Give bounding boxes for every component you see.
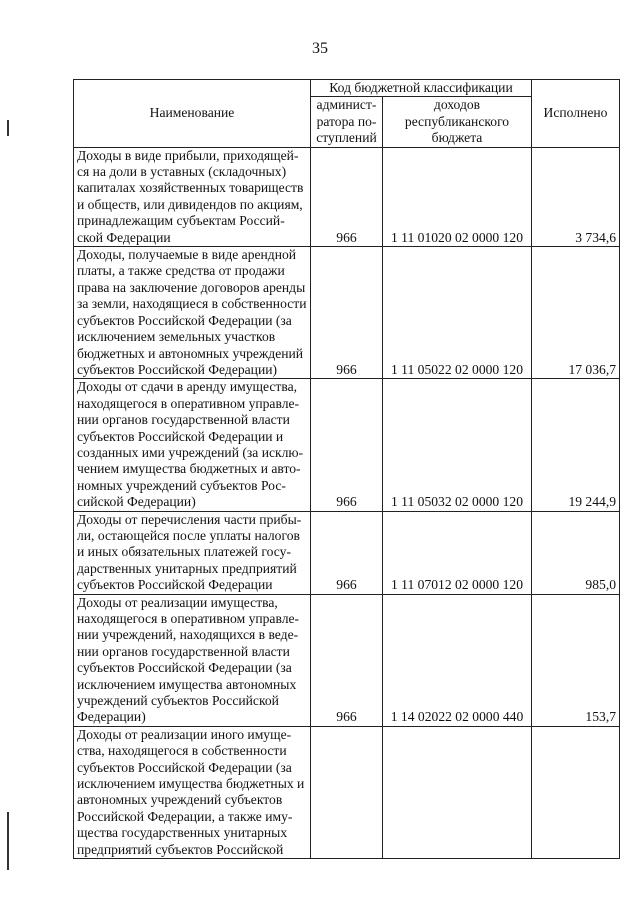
row-admin-code: 966 [311,147,383,246]
row-revenue-code [383,726,532,858]
row-name: Доходы от сдачи в аренду имущества, находящегося в оперативном управле-нии органов государственной власти субъектов Российской Федерации и созданных ими учреждений (за исклю-чением имущества бюджетных и авто-номных учреждений субъектов Рос-сийской Федерации) [74,379,311,511]
row-executed: 3 734,6 [532,147,620,246]
row-name: Доходы от реализации имущества, находящегося в оперативном управле-нии учреждений, находящихся в веде-нии органов государственной власти субъектов Российской Федерации (за исключением имущества автономных учреждений субъектов Российской Федерации) [74,594,311,726]
row-revenue-code: 1 11 05022 02 0000 120 [383,247,532,379]
row-executed: 17 036,7 [532,247,620,379]
header-revenue: доходов республиканского бюджета [383,97,532,147]
row-name: Доходы от реализации иного имуще-ства, находящегося в собственности субъектов Российской Федерации (за исключением имущества бюджетных и автономных учреждений субъектов Российской Федерации, а также иму-щества государственных унитарных предприятий субъектов Российской [74,726,311,858]
row-admin-code: 966 [311,379,383,511]
row-executed: 153,7 [532,594,620,726]
row-revenue-code: 1 11 05032 02 0000 120 [383,379,532,511]
table-row [74,511,620,594]
row-name: Доходы в виде прибыли, приходящей-ся на доли в уставных (складочных) капиталах хозяйственных товариществ и обществ, или дивидендов по акциям, принадлежащим субъектам Россий-ской Федерации [74,147,311,246]
table-row [74,247,620,379]
budget-revenue-table [73,79,620,859]
header-executed: Исполнено [532,80,620,148]
row-admin-code [311,726,383,858]
row-revenue-code: 1 14 02022 02 0000 440 [383,594,532,726]
table-row [74,147,620,246]
row-executed: 985,0 [532,511,620,594]
row-revenue-code: 1 11 07012 02 0000 120 [383,511,532,594]
row-name: Доходы, получаемые в виде арендной платы, а также средства от продажи права на заключение договоров аренды за земли, находящиеся в собственности субъектов Российской Федерации (за исключением земельных участков бюджетных и автономных учреждений субъектов Российской Федерации) [74,247,311,379]
table-row [74,726,620,858]
header-admin: админист-ратора по-ступлений [311,97,383,147]
scan-mark-bottom [7,812,9,870]
row-revenue-code: 1 11 01020 02 0000 120 [383,147,532,246]
row-executed: 19 244,9 [532,379,620,511]
header-code-group: Код бюджетной классификации [311,80,532,97]
scan-mark-top [7,120,9,136]
header-name: Наименование [74,80,311,148]
table-row [74,379,620,511]
page-number: 35 [312,40,328,57]
row-executed [532,726,620,858]
table-row [74,594,620,726]
row-admin-code: 966 [311,247,383,379]
row-name: Доходы от перечисления части прибы-ли, остающейся после уплаты налогов и иных обязательных платежей госу-дарственных унитарных предприятий субъектов Российской Федерации [74,511,311,594]
row-admin-code: 966 [311,511,383,594]
row-admin-code: 966 [311,594,383,726]
budget-table-wrapper [73,79,620,859]
